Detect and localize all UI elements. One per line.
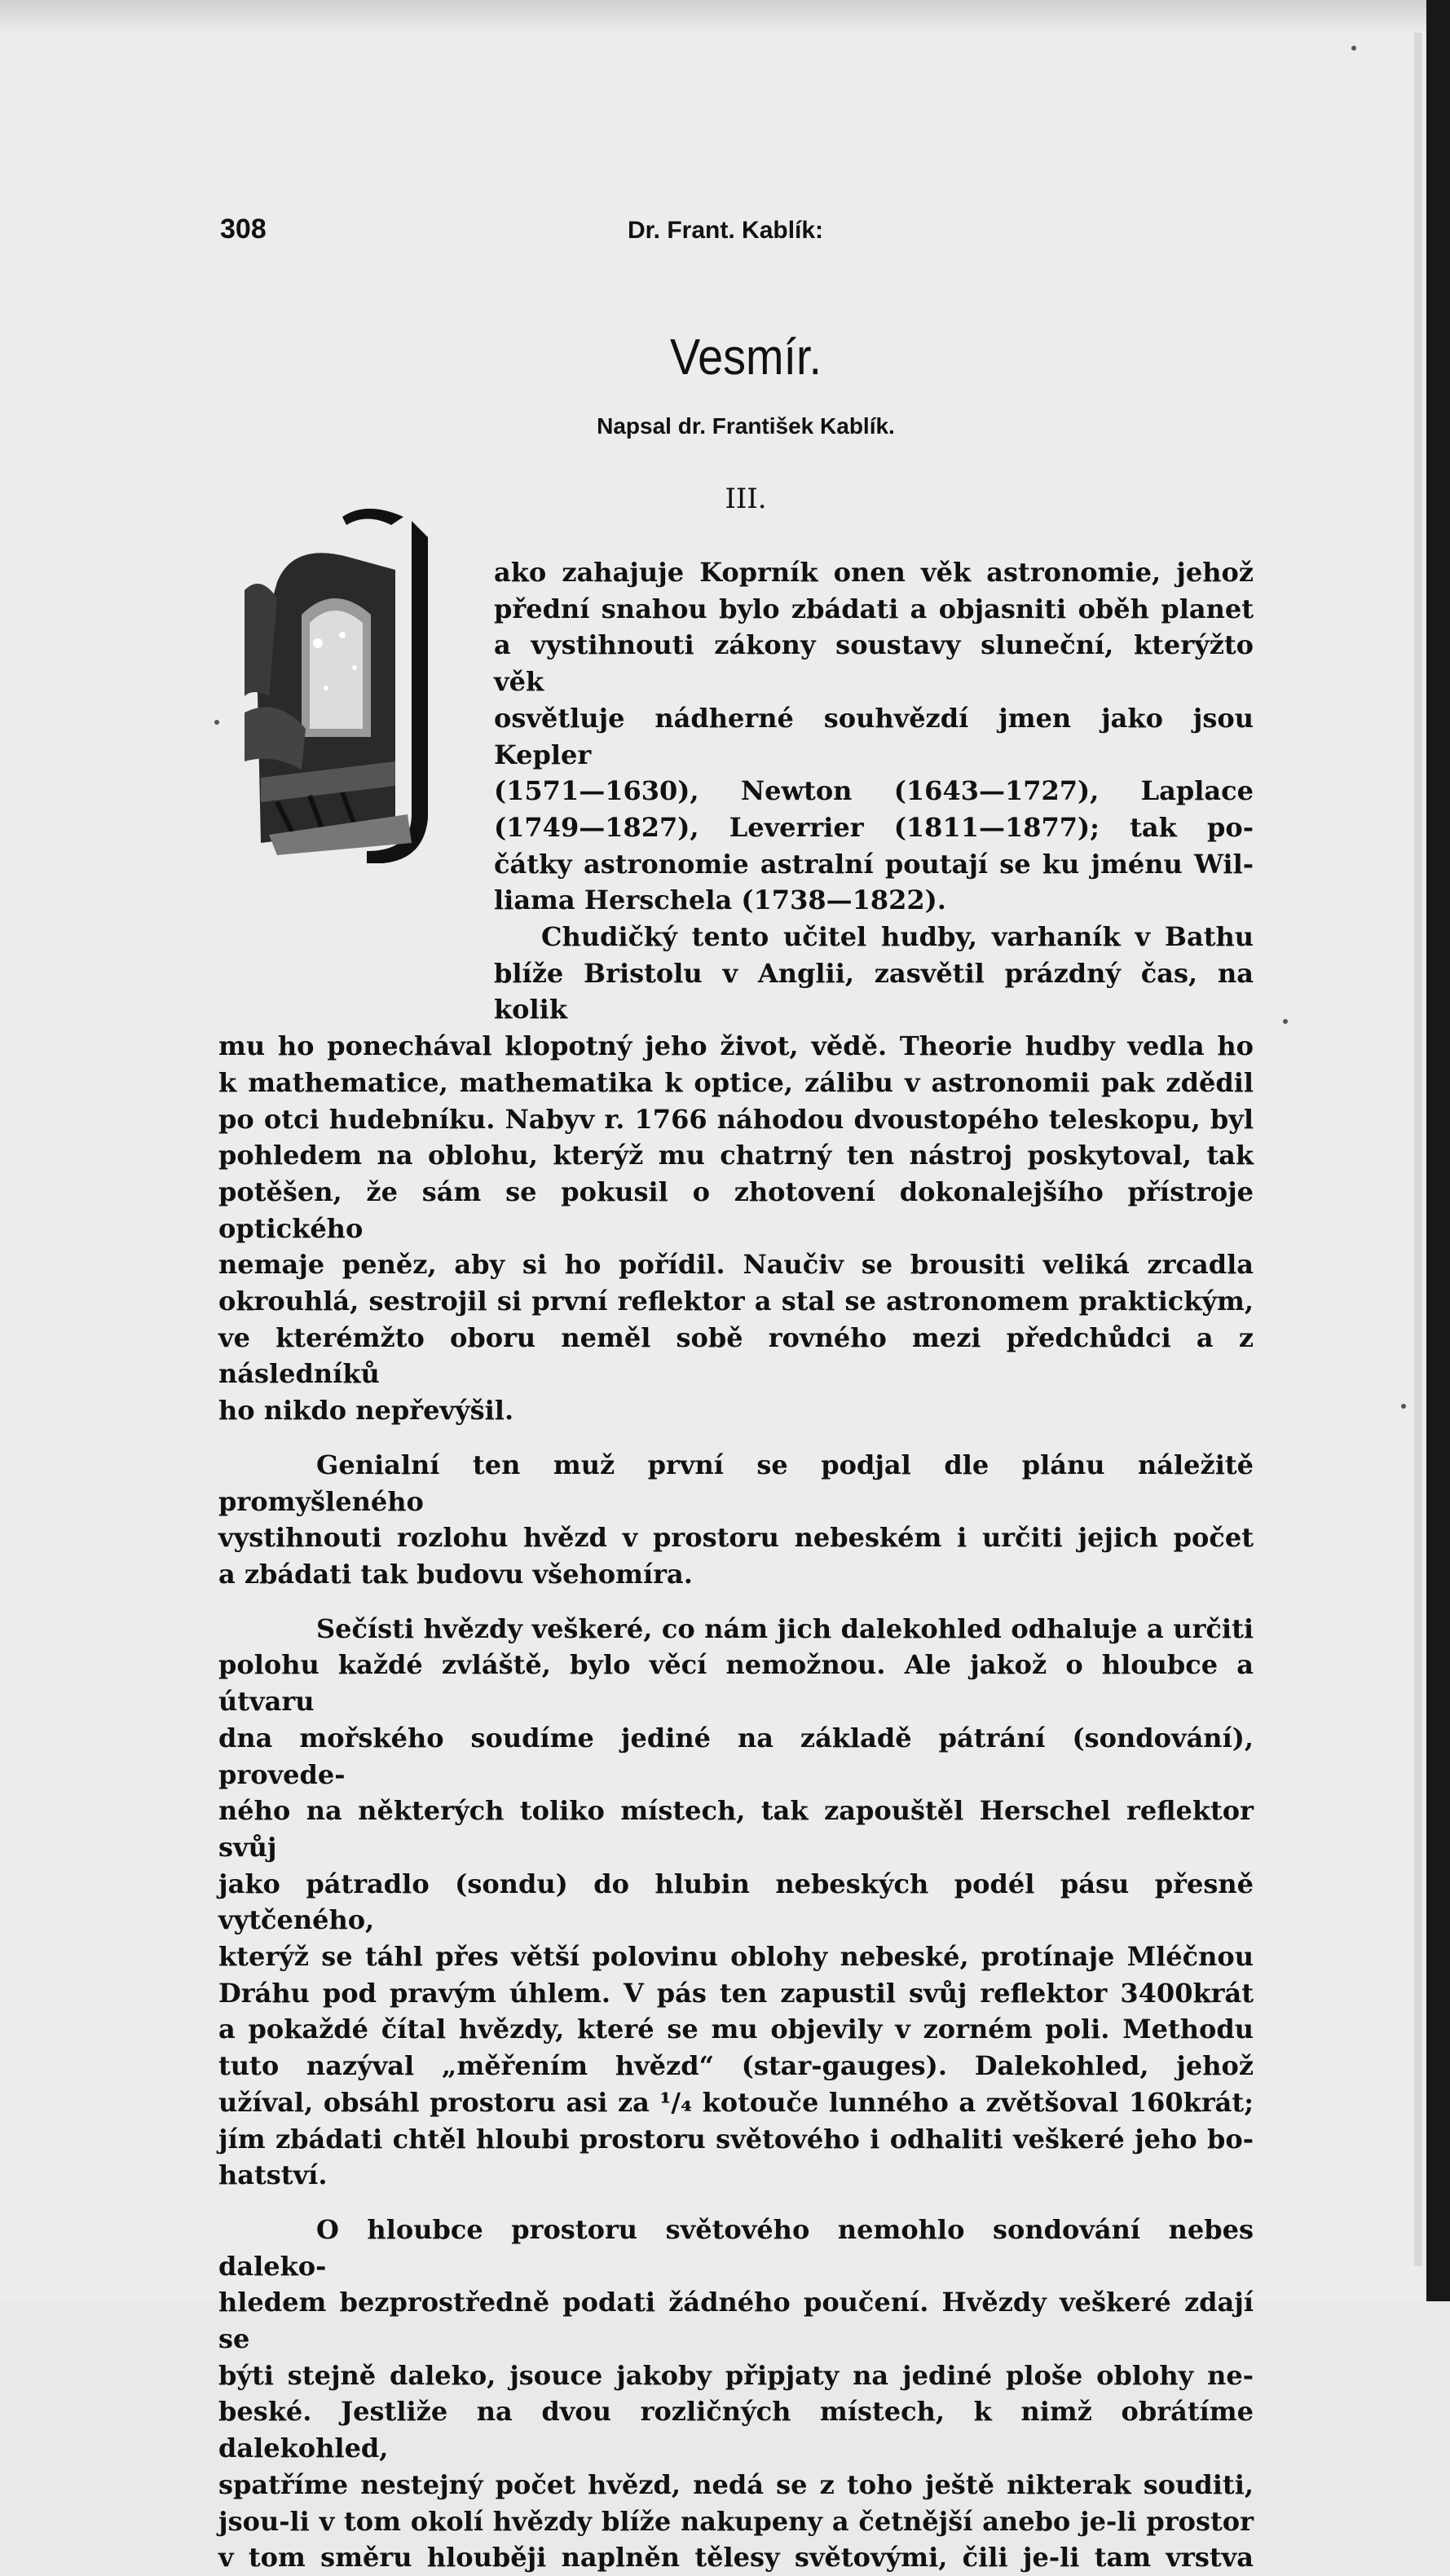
text-line: a vystihnouti zákony soustavy sluneční, kterýžto věk bbox=[494, 629, 1254, 698]
text-line: ve kterémžto oboru neměl sobě rovného mezi předchůdci a z následníků bbox=[218, 1321, 1254, 1390]
text-line: spatříme nestejný počet hvězd, nedá se z toho ještě nikterak souditi, bbox=[218, 2468, 1254, 2500]
text-line: k mathematice, mathematika k optice, zálibu v astronomii pak zdědil bbox=[218, 1066, 1254, 1098]
text-line: ného na některých toliko místech, tak zapouštěl Herschel reflektor svůj bbox=[218, 1795, 1254, 1863]
text-line: jím zbádati chtěl hloubi prostoru světového i odhaliti veškeré jeho bo- bbox=[218, 2123, 1254, 2155]
text-line: mu ho ponechával klopotný jeho život, vědě. Theorie hudby vedla ho bbox=[218, 1030, 1254, 1062]
scan-speck bbox=[214, 720, 219, 725]
text-line: polohu každé zvláště, bylo věcí nemožnou. Ale jakož o hloubce a útvaru bbox=[218, 1649, 1254, 1718]
running-head: Dr. Frant. Kablík: bbox=[628, 217, 824, 244]
text-line: hledem bezprostředně podati žádného poučení. Hvězdy veškeré zdají se bbox=[218, 2287, 1254, 2355]
article-byline: Napsal dr. František Kablík. bbox=[597, 413, 895, 439]
text-line: liama Herschela (1738—1822). bbox=[494, 884, 946, 916]
text-line: beské. Jestliže na dvou rozličných místech, k nimž obrátíme dalekohled, bbox=[218, 2396, 1254, 2464]
text-line: ako zahajuje Koprník onen věk astronomie, jehož bbox=[494, 557, 1254, 588]
text-line: jsou-li v tom okolí hvězdy blíže nakupeny a četnější anebo je-li prostor bbox=[218, 2505, 1254, 2537]
text-line: vystihnouti rozlohu hvězd v prostoru nebeském i určiti jejich počet bbox=[218, 1522, 1254, 1554]
text-line: v tom směru hlouběji naplněn tělesy světovými, čili je-li tam vrstva bbox=[218, 2542, 1254, 2574]
paragraph-4 bbox=[218, 1611, 1254, 2194]
text-line: Sečísti hvězdy veškeré, co nám jich dalekohled odhaluje a určiti bbox=[316, 1612, 1254, 1644]
paragraph-2 bbox=[218, 1028, 1254, 1429]
text-line: a pokaždé čítal hvězdy, které se mu objevily v zorném poli. Methodu bbox=[218, 2014, 1254, 2045]
text-line: potěšen, že sám se pokusil o zhotovení dokonalejšího přístroje optického bbox=[218, 1176, 1254, 1244]
text-line: O hloubce prostoru světového nemohlo sondování nebes daleko- bbox=[218, 2213, 1254, 2282]
article-title: Vesmír. bbox=[669, 329, 822, 386]
scan-black-border bbox=[1426, 0, 1450, 2301]
scan-speck bbox=[1401, 1404, 1406, 1409]
text-line: býti stejně daleko, jsouce jakoby připjaty na jediné ploše oblohy ne- bbox=[218, 2359, 1254, 2391]
text-line: ho nikdo nepřevýšil. bbox=[218, 1395, 514, 1427]
section-number: III. bbox=[725, 483, 767, 515]
text-line: kterýž se táhl přes větší polovinu oblohy nebeské, protínaje Mléčnou bbox=[218, 1941, 1254, 1973]
text-line: užíval, obsáhl prostoru asi za ¹/₄ kotouče lunného a zvětšoval 160krát; bbox=[218, 2086, 1254, 2118]
text-line: nemaje peněz, aby si ho pořídil. Naučiv se brousiti veliká zrcadla bbox=[218, 1249, 1254, 1281]
page-number: 308 bbox=[220, 214, 267, 245]
text-line: po otci hudebníku. Nabyv r. 1766 náhodou dvoustopého teleskopu, byl bbox=[218, 1103, 1254, 1135]
scan-speck bbox=[1351, 46, 1356, 51]
text-line: Genialní ten muž první se podjal dle plánu náležitě promyšleného bbox=[218, 1449, 1254, 1517]
body-text bbox=[218, 554, 1254, 2576]
text-line: a zbádati tak budovu všehomíra. bbox=[218, 1558, 693, 1590]
text-line: (1571—1630), Newton (1643—1727), Laplace bbox=[494, 775, 1254, 807]
text-line: pohledem na oblohu, kterýž mu chatrný ten nástroj poskytoval, tak bbox=[218, 1140, 1254, 1171]
paragraph-5 bbox=[218, 2212, 1254, 2576]
text-line: tuto nazýval „měřením hvězd“ (star-gauges). Dalekohled, jehož bbox=[218, 2050, 1254, 2082]
text-line: okrouhlá, sestrojil si první reflektor a stal se astronomem praktickým, bbox=[218, 1286, 1254, 1317]
scan-top-shadow bbox=[0, 0, 1426, 33]
text-line: dna mořského soudíme jediné na základě pátrání (sondování), provede- bbox=[218, 1722, 1254, 1790]
text-line: čátky astronomie astralní poutají se ku jménu Wil- bbox=[494, 848, 1254, 880]
text-line: přední snahou bylo zbádati a objasniti oběh planet bbox=[494, 593, 1254, 624]
text-line: jako pátradlo (sondu) do hlubin nebeských podél pásu přesně vytčeného, bbox=[218, 1868, 1254, 1936]
text-line: (1749—1827), Leverrier (1811—1877); tak po- bbox=[494, 811, 1254, 843]
text-line: osvětluje nádherné souhvězdí jmen jako jsou Kepler bbox=[494, 702, 1254, 770]
text-line: Dráhu pod pravým úhlem. V pás ten zapustil svůj reflektor 3400krát bbox=[218, 1977, 1254, 2009]
text-line: hatství. bbox=[218, 2159, 328, 2191]
text-line: Chudičký tento učitel hudby, varhaník v Bathu bbox=[541, 921, 1254, 953]
paragraph-1 bbox=[218, 554, 1254, 1028]
page-header bbox=[0, 214, 1426, 246]
scan-speck bbox=[1283, 1019, 1288, 1024]
text-line: blíže Bristolu v Anglii, zasvětil prázdný čas, na kolik bbox=[494, 957, 1254, 1026]
paragraph-3 bbox=[218, 1447, 1254, 1593]
